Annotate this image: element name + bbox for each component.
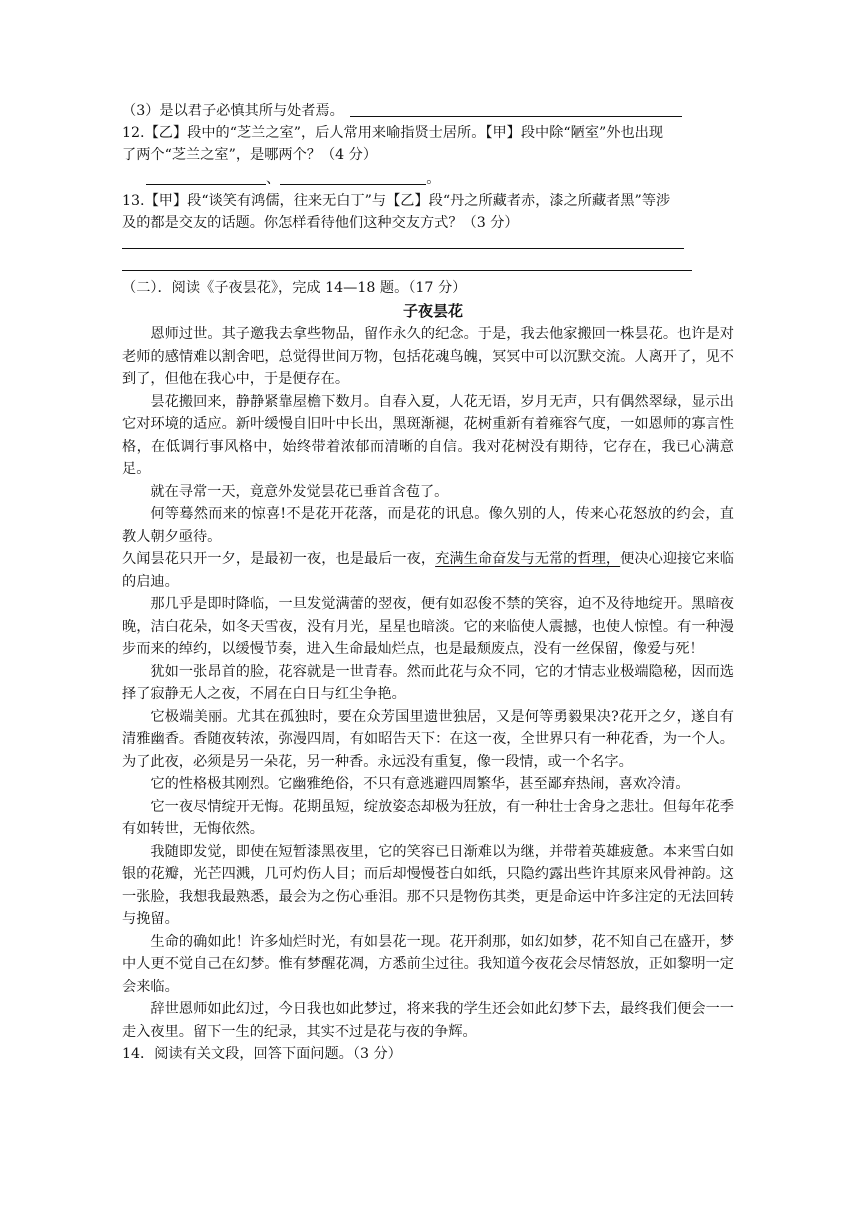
question-13-text-1: 13.【甲】段“谈笑有鸿儒，往来无白丁”与【乙】段“丹之所藏者赤，漆之所藏者黑”等涉 [122,193,671,209]
article-title: 子夜昙花 [402,302,463,320]
question-12-line-2 [122,144,734,166]
article-body [122,323,734,1066]
question-3-line [122,100,734,122]
paragraph: 它一夜尽情绽开无悔。花期虽短，绽放姿态却极为狂放，有一种壮士舍身之悲壮。但每年花季有如转世，无悔依然。 [122,798,734,837]
question-14: 14．阅读有关文段，回答下面问题。（3 分） [122,1046,402,1062]
question-3-text: （3）是以君子必慎其所与处者焉。 [122,103,344,119]
paragraph: 它极端美丽。尤其在孤独时，要在众芳国里遗世独居，又是何等勇毅果决?花开之夕，遂自有清雅幽香。香随夜转浓，弥漫四周，有如昭告天下：在这一夜，全世界只有一种花香，为一个人。为了此夜，必须是另一朵花，另一种香。永远没有重复，像一段情，或一个名字。 [122,708,734,770]
paragraph: 恩师过世。其子邀我去拿些物品，留作永久的纪念。于是，我去他家搬回一株昙花。也许是对老师的感情难以割舍吧，总觉得世间万物，包括花魂鸟魄，冥冥中可以沉默交流。人离开了，见不到了，但他在我心中，于是便存在。 [122,326,734,387]
paragraph: 辞世恩师如此幻过，今日我也如此梦过，将来我的学生还会如此幻梦下去，最终我们便会一一走入夜里。留下一生的纪录，其实不过是花与夜的争辉。 [122,1001,734,1040]
paragraph: 它的性格极其刚烈。它幽雅绝俗，不只有意逃避四周繁华，甚至鄙弃热闹，喜欢冷清。 [150,776,690,792]
blank-end: 。 [426,171,441,187]
paragraph-text: 久闻昙花只开一夕，是最初一夜，也是最后一夜， [122,551,436,567]
paragraph: 就在寻常一天，竟意外发觉昙花已垂首含苞了。 [150,483,449,500]
answer-rule-2[interactable] [122,270,692,271]
answer-blank-2[interactable] [280,170,426,185]
paragraph: 生命的确如此！许多灿烂时光，有如昙花一现。花开刹那，如幻如梦，花不知自己在盛开，梦中人更不觉自己在幻梦。惟有梦醒花凋，方悉前尘过往。我知道今夜花会尽情怒放，正如黎明一定会来临。 [122,933,734,995]
paragraph: 那几乎是即时降临，一旦发觉满蕾的翌夜，便有如忍俊不禁的笑容，迫不及待地绽开。黑暗夜晚，洁白花朵，如冬天雪夜，没有月光，星星也暗淡。它的来临使人震撼，也使人惊惶。有一种漫步而来的绰约，以缓慢节奏，进入生命最灿烂点，也是最颓废点，没有一丝保留，像爱与死！ [122,596,734,657]
question-13-line-2 [122,212,734,234]
paragraph: 犹如一张昂首的脸，花容就是一世青春。然而此花与众不同，它的才情志业极端隐秘，因而选择了寂静无人之夜，不屑在白日与红尘争艳。 [122,663,734,702]
question-12-line-1 [122,122,734,144]
question-12-text-1: 12.【乙】段中的“芝兰之室”，后人常用来喻指贤士居所。【甲】段中除“陋室”外也出现 [122,125,664,141]
question-13-text-2: 及的都是交友的话题。你怎样看待他们这种交友方式？（3 分） [122,215,519,231]
answer-blank[interactable] [350,102,682,117]
exam-page [122,100,734,1066]
blank-separator: 、 [266,171,281,187]
paragraph-text: 便决心迎接它来临的启迪。 [122,551,734,590]
paragraph: 昙花搬回来，静静紧靠屋檐下数月。自春入夏，人花无语，岁月无声，只有偶然翠绿，显示出它对环境的适应。新叶缓慢自旧叶中长出，黑斑渐褪，花树重新有着雍容气度，一如恩师的寡言性格，在低调行事风格中，始终带着浓郁而清晰的自信。我对花树没有期待，它存在，我已心满意足。 [122,393,734,477]
question-12-answer-line [122,168,734,190]
paragraph: 我随即发觉，即使在短暂漆黑夜里，它的笑容已日渐难以为继，并带着英雄疲惫。本来雪白如银的花瓣，光芒四溅，几可灼伤人目；而后却慢慢苍白如纸，只隐约露出些许其原来风骨神韵。这一张脸，我想我最熟悉，最会为之伤心垂泪。那不只是物伤其类，更是命运中许多注定的无法回转与挽留。 [122,843,734,927]
paragraph [122,548,734,593]
section-2-heading [122,277,734,299]
answer-rule-1[interactable] [122,248,684,249]
answer-blank-1[interactable] [146,170,266,185]
underlined-phrase: 充满生命奋发与无常的哲理， [435,551,621,567]
question-12-text-2: 了两个“芝兰之室”，是哪两个？（4 分） [122,147,378,163]
question-13-line-1 [122,190,734,212]
paragraph: 何等蓦然而来的惊喜!不是花开花落，而是花的讯息。像久别的人，传来心花怒放的约会，直教人朝夕亟待。 [122,506,734,545]
section-2-heading-text: （二）．阅读《子夜昙花》，完成 14—18 题。（17 分） [122,280,467,296]
